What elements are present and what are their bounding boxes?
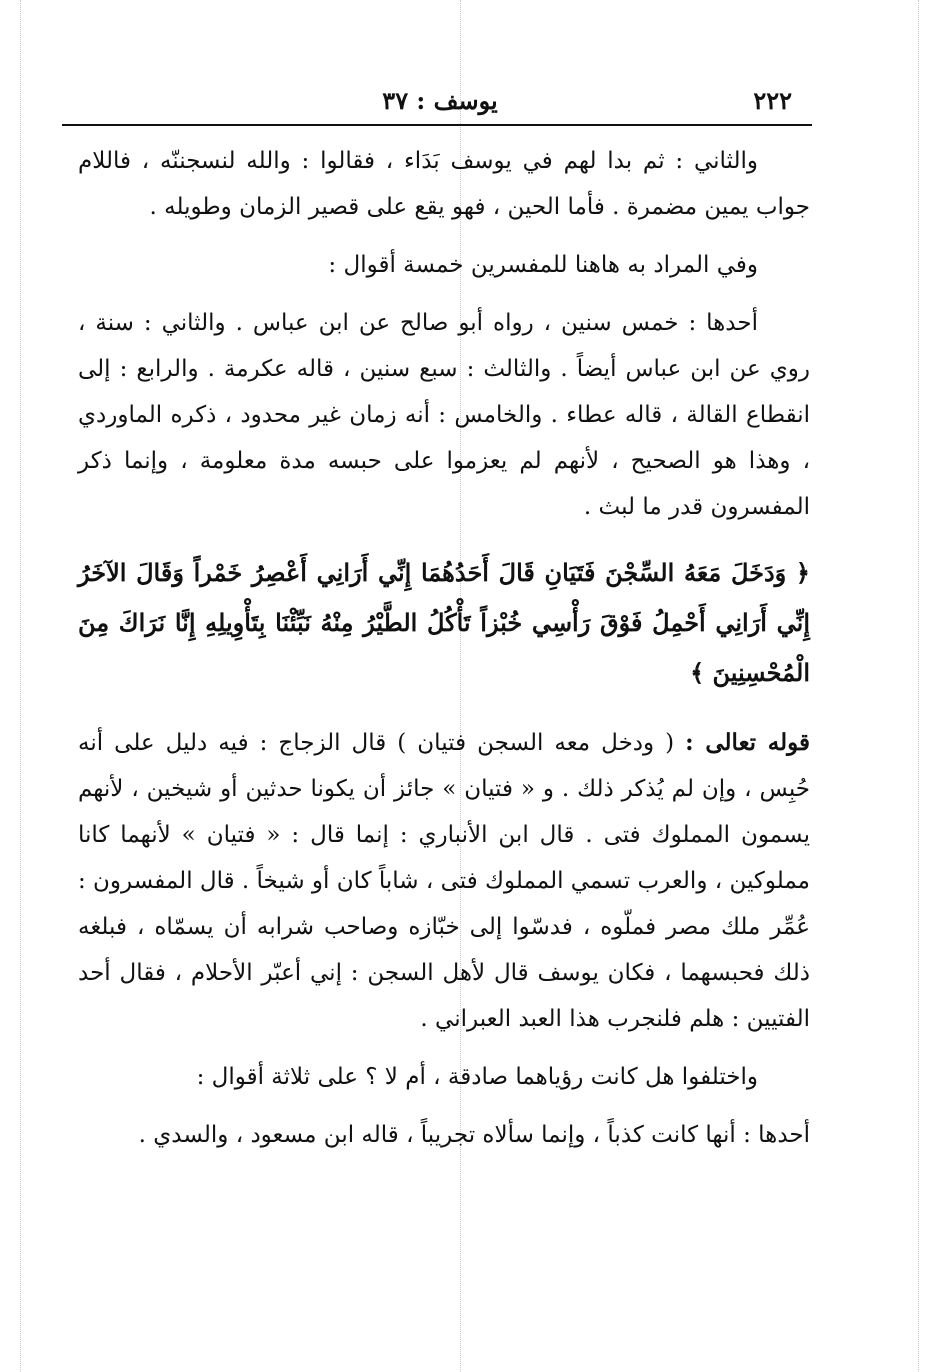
quran-verse: ﴿ وَدَخَلَ مَعَهُ السِّجْنَ فَتَيَانِ قَالَ أَحَدُهُمَا إِنِّي أَرَانِي أَعْصِرُ خَمْراً وَقَالَ الآخَرُ إِنِّي أَرَانِي أَحْمِلُ فَوْقَ رَأْسِي خُبْزاً تَأْكُلُ الطَّيْرُ مِنْهُ نَبِّئْنَا بِتَأْوِيلِهِ إِنَّا نَرَاكَ مِنَ الْمُحْسِنِينَ ﴾: [78, 558, 810, 687]
header-rule: [62, 124, 812, 126]
paragraph-text: ( ودخل معه السجن فتيان ) قال الزجاج : فيه دليل على أنه حُبِس ، وإن لم يُذكر ذلك . و « فتيان » جائز أن يكونا حدثين أو شيخين ، لأنهم يسمون المملوك فتى . قال ابن الأنباري : إنما قال : « فتيان » لأنهما كانا مملوكين ، والعرب تسمي المملوك فتى ، شاباً كان أو شيخاً . قال المفسرون : عُمِّر ملك مصر فملّوه ، فدسّوا إلى خبّازه وصاحب شرابه أن يسمّاه ، فبلغه ذلك فحبسهما ، فكان يوسف قال لأهل السجن : إني أعبّر الأحلام ، فقال أحد الفتيين : هلم فلنجرب هذا العبد العبراني .: [77, 730, 810, 1032]
paragraph: وفي المراد به هاهنا للمفسرين خمسة أقوال :: [328, 252, 758, 278]
paragraph-lead: قوله تعالى :: [685, 729, 811, 756]
page-header: [60, 84, 820, 120]
page-number: ٢٢٢: [753, 86, 792, 115]
margin-guide-line: [20, 0, 21, 1372]
paragraph: والثاني : ثم بدا لهم في يوسف بَدَاء ، فقالوا : والله لنسجننّه ، فاللام جواب يمين مضمرة . فأما الحين ، فهو يقع على قصير الزمان وطويله .: [78, 148, 810, 220]
margin-guide-line: [918, 0, 919, 1372]
running-title: يوسف : ٣٧: [382, 86, 498, 115]
paragraph: واختلفوا هل كانت رؤياهما صادقة ، أم لا ؟ على ثلاثة أقوال :: [196, 1064, 758, 1090]
paragraph: أحدها : أنها كانت كذباً ، وإنما سألاه تجريباً ، قاله ابن مسعود ، والسدي .: [138, 1122, 810, 1148]
paragraph: [78, 720, 810, 1042]
body-text: [78, 138, 810, 1170]
paragraph: أحدها : خمس سنين ، رواه أبو صالح عن ابن عباس . والثاني : سنة ، روي عن ابن عباس أيضاً . والثالث : سبع سنين ، قاله عكرمة . والرابع : إلى انقطاع القالة ، قاله عطاء . والخامس : أنه زمان غير محدود ، ذكره الماوردي ، وهذا هو الصحيح ، لأنهم لم يعزموا على حبسه مدة معلومة ، وإنما ذكر المفسرون قدر ما لبث .: [78, 310, 810, 520]
